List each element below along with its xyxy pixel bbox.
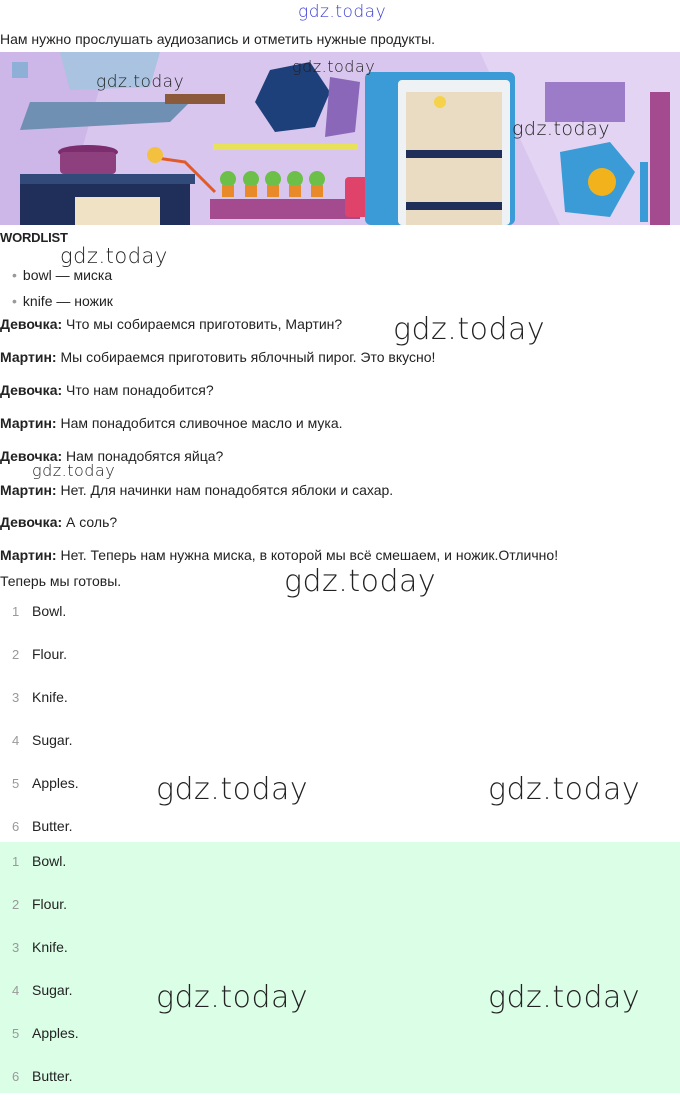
- answer-item: 1 Bowl.: [12, 853, 67, 869]
- option-item[interactable]: 4 Sugar.: [12, 732, 73, 748]
- watermark: gdz.today: [393, 312, 546, 347]
- watermark: gdz.today: [96, 72, 185, 92]
- dialogue-tail: Теперь мы готовы.: [0, 573, 122, 589]
- option-item[interactable]: 5 Apples.: [12, 775, 79, 791]
- dialogue-line: Мартин: Нам понадобится сливочное масло и мука.: [0, 415, 343, 431]
- answer-block: [0, 842, 680, 1093]
- dialogue-line: Девочка: Что нам понадобится?: [0, 382, 214, 398]
- watermark: gdz.today: [488, 772, 641, 807]
- watermark: gdz.today: [284, 564, 437, 599]
- dialogue-line: Девочка: Что мы собираемся приготовить, Мартин?: [0, 316, 343, 332]
- dialogue-line: Мартин: Мы собираемся приготовить яблочный пирог. Это вкусно!: [0, 349, 436, 365]
- answer-item: 5 Apples.: [12, 1025, 79, 1041]
- wordlist-item: • knife — ножик: [12, 293, 113, 309]
- watermark: gdz.today: [32, 461, 116, 480]
- bullet-icon: •: [12, 293, 17, 309]
- option-item[interactable]: 3 Knife.: [12, 689, 68, 705]
- dialogue-line: Девочка: Нам понадобятся яйца?: [0, 448, 224, 464]
- answer-item: 3 Knife.: [12, 939, 68, 955]
- watermark: gdz.today: [156, 980, 309, 1015]
- watermark: gdz.today: [488, 980, 641, 1015]
- option-item[interactable]: 6 Butter.: [12, 818, 73, 834]
- answer-item: 6 Butter.: [12, 1068, 73, 1084]
- answer-item: 2 Flour.: [12, 896, 68, 912]
- dialogue-line: Девочка: А соль?: [0, 514, 118, 530]
- watermark: gdz.today: [156, 772, 309, 807]
- wordlist-item: • bowl — миска: [12, 267, 113, 283]
- option-item[interactable]: 1 Bowl.: [12, 603, 67, 619]
- intro-text: Нам нужно прослушать аудиозапись и отметить нужные продукты.: [0, 31, 436, 47]
- option-item[interactable]: 2 Flour.: [12, 646, 68, 662]
- dialogue-line: Мартин: Нет. Для начинки нам понадобятся яблоки и сахар.: [0, 482, 394, 498]
- watermark: gdz.today: [60, 244, 168, 268]
- wordlist-heading: WORDLIST: [0, 230, 68, 245]
- dialogue-line: Мартин: Нет. Теперь нам нужна миска, в которой мы всё смешаем, и ножик.Отлично!: [0, 547, 559, 563]
- watermark: gdz.today: [292, 57, 376, 76]
- bullet-icon: •: [12, 267, 17, 283]
- answer-item: 4 Sugar.: [12, 982, 73, 998]
- watermark-top: gdz.today: [298, 2, 387, 22]
- watermark: gdz.today: [512, 118, 610, 140]
